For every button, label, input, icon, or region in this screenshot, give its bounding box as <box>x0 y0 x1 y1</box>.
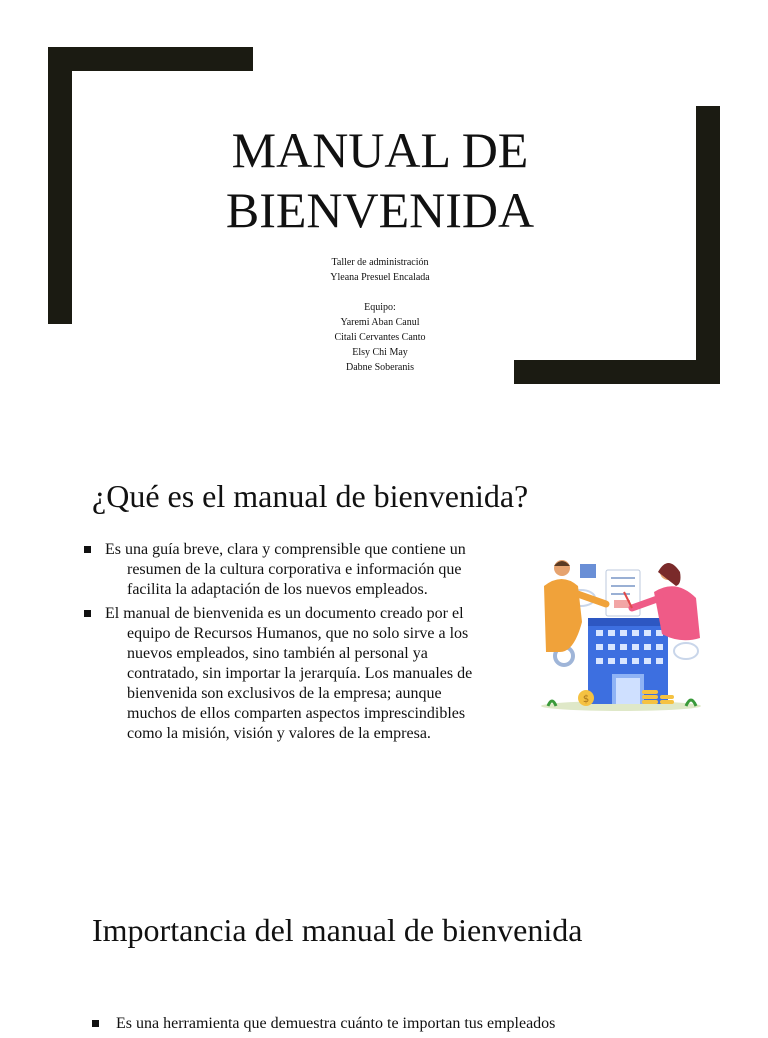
course-name: Taller de administración <box>331 257 429 268</box>
teacher-name: Yleana Presuel Encalada <box>330 272 430 283</box>
list-item <box>92 1014 692 1034</box>
bullet-line: nuevos empleados, sino también al personal ya <box>127 645 428 662</box>
bullet-line: bienvenida son exclusivos de la empresa; aunque <box>127 685 442 702</box>
team-member: Dabne Soberanis <box>345 362 415 373</box>
bullet-line: facilita la adaptación de los nuevos empleados. <box>127 581 428 598</box>
title-line-1: MANUAL DE <box>231 122 529 178</box>
bullet-line: como la misión, visión y valores de la empresa. <box>127 725 431 742</box>
list-item <box>84 604 524 744</box>
bullet-square-icon <box>84 610 91 617</box>
subtitle-block <box>230 255 530 375</box>
bullet-line: resumen de la cultura corporativa e información que <box>127 561 462 578</box>
frame-corner-bottom-right-horizontal <box>514 360 720 384</box>
bullet-line: El manual de bienvenida es un documento creado por el <box>105 605 464 622</box>
svg-text:$: $ <box>582 694 590 705</box>
team-label: Equipo: <box>364 302 396 313</box>
title-line-2: BIENVENIDA <box>225 182 535 238</box>
bullet-line: Es una herramienta que demuestra cuánto te importan tus empleados <box>116 1015 556 1032</box>
frame-corner-bottom-right-vertical <box>696 106 720 384</box>
team-member: Citali Cervantes Canto <box>334 332 426 343</box>
team-member: Elsy Chi May <box>352 347 408 358</box>
bullet-square-icon <box>84 546 91 553</box>
section-heading: Importancia del manual de bienvenida <box>92 912 583 948</box>
team-member: Yaremi Aban Canul <box>340 317 420 328</box>
list-item <box>84 540 524 600</box>
bullet-line: contratado, sin importar la jerarquía. Los manuales de <box>127 665 473 682</box>
section-heading: ¿Qué es el manual de bienvenida? <box>92 478 529 514</box>
page-title <box>150 120 610 240</box>
office-building-teamwork-illustration <box>536 556 706 714</box>
frame-corner-top-left-horizontal <box>48 47 253 71</box>
bullet-line: equipo de Recursos Humanos, que no solo sirve a los <box>127 625 469 642</box>
bullet-line: Es una guía breve, clara y comprensible que contiene un <box>105 541 466 558</box>
frame-corner-top-left-vertical <box>48 47 72 324</box>
bullet-list <box>92 1014 692 1038</box>
bullet-line: muchos de ellos comparten aspectos imprescindibles <box>127 705 466 722</box>
bullet-list <box>84 540 524 748</box>
